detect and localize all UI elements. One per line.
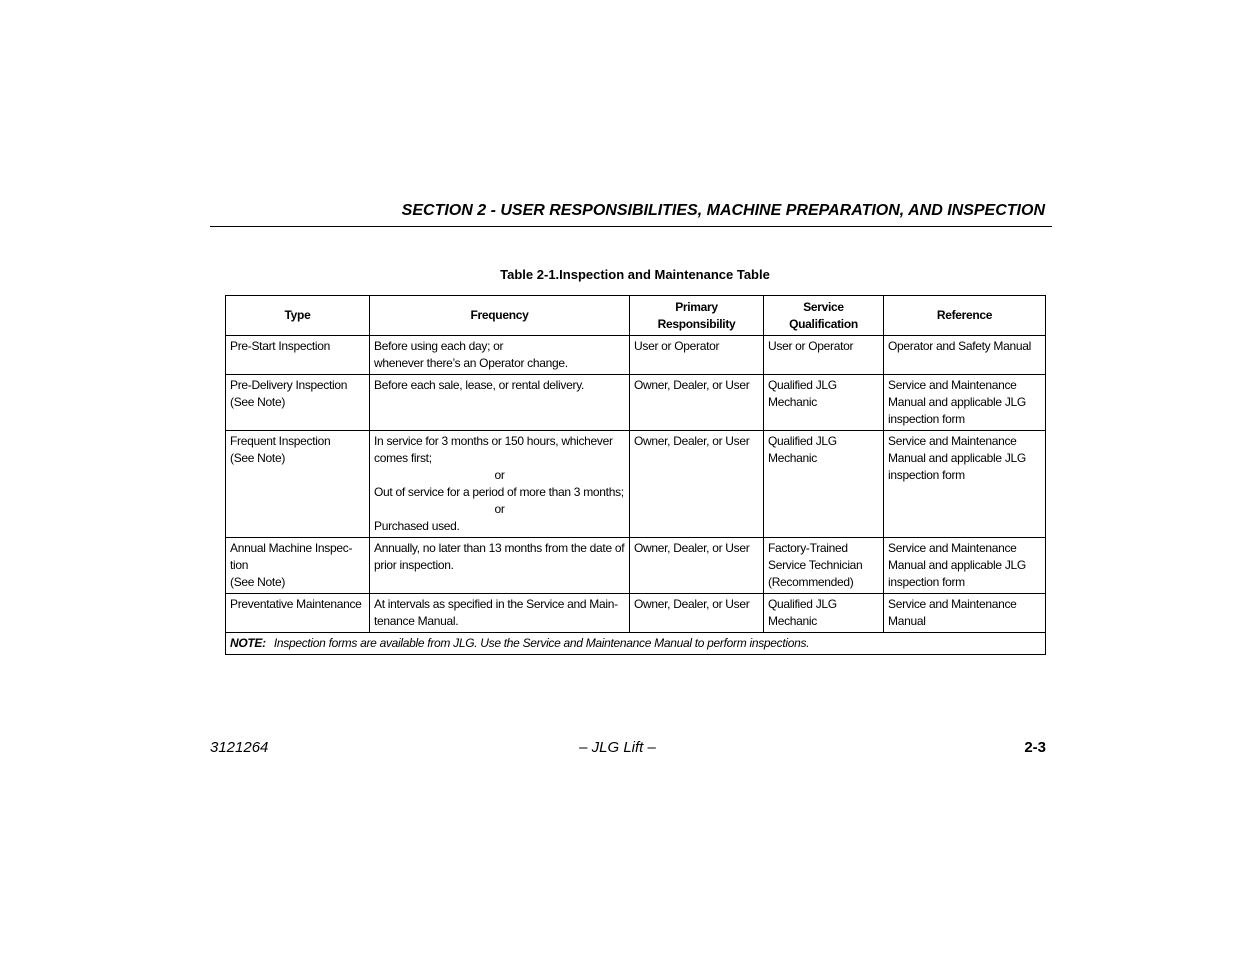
frequency-line: comes first; [374,451,432,465]
type-line: (See Note) [230,395,286,409]
type-line: Frequent Inspection [230,434,331,448]
cell-frequency [370,594,630,633]
section-title: SECTION 2 - USER RESPONSIBILITIES, MACHINE PREPARATION, AND INSPECTION [401,202,1045,219]
cell-frequency [370,538,630,594]
header-type: Type [226,296,370,336]
cell-reference [884,431,1046,538]
table-row [226,538,1046,594]
service-line: Service Technician [768,558,863,572]
reference-line: Service and Maintenance [888,541,1017,555]
header-primary-responsibility [630,296,764,336]
reference-line: Manual and applicable JLG [888,558,1026,572]
cell-service [764,594,884,633]
cell-service [764,375,884,431]
cell-service [764,336,884,375]
reference-line: Service and Maintenance [888,434,1017,448]
type-line: (See Note) [230,575,286,589]
primary-line: Owner, Dealer, or User [634,378,750,392]
cell-reference [884,375,1046,431]
frequency-line: or [494,502,505,516]
service-line: Mechanic [768,395,817,409]
reference-line: Manual and applicable JLG [888,395,1026,409]
note-cell [226,633,1046,655]
type-line: (See Note) [230,451,286,465]
reference-line: Operator and Safety Manual [888,339,1031,353]
table-row [226,375,1046,431]
type-line: Pre-Start Inspection [230,339,331,353]
frequency-line: or [494,468,505,482]
service-line: User or Operator [768,339,854,353]
reference-line: inspection form [888,412,965,426]
note-label: NOTE: [230,636,266,650]
cell-primary [630,336,764,375]
service-line: (Recommended) [768,575,854,589]
cell-type [226,538,370,594]
service-line: Mechanic [768,614,817,628]
cell-service [764,538,884,594]
frequency-line: Out of service for a period of more than 3 months; [374,485,624,499]
cell-service [764,431,884,538]
footer-center-title: – JLG Lift – [579,739,656,756]
reference-line: Manual [888,614,926,628]
type-line: tion [230,558,249,572]
cell-primary [630,538,764,594]
header-service-line2: Qualification [789,316,858,331]
reference-line: Service and Maintenance [888,597,1017,611]
header-primary-line2: Responsibility [657,316,736,331]
cell-primary [630,375,764,431]
frequency-line: tenance Manual. [374,614,459,628]
frequency-line: In service for 3 months or 150 hours, whichever [374,434,613,448]
type-line: Preventative Maintenance [230,597,362,611]
note-text: Inspection forms are available from JLG. Use the Service and Maintenance Manual to perform inspections. [273,636,810,650]
frequency-line: Before each sale, lease, or rental delivery. [374,378,585,392]
cell-type [226,431,370,538]
footer-page-number: 2-3 [1024,739,1046,756]
cell-frequency [370,431,630,538]
table-body [226,336,1046,633]
cell-type [226,336,370,375]
header-reference: Reference [884,296,1046,336]
table-row [226,431,1046,538]
inspection-maintenance-table [225,295,1046,655]
primary-line: Owner, Dealer, or User [634,597,750,611]
reference-line: inspection form [888,575,965,589]
frequency-line: At intervals as specified in the Service and Main- [374,597,618,611]
reference-line: inspection form [888,468,965,482]
primary-line: Owner, Dealer, or User [634,434,750,448]
service-line: Qualified JLG [768,597,837,611]
table-row [226,336,1046,375]
header-service-line1: Service [803,299,844,314]
type-line: Pre-Delivery Inspection [230,378,348,392]
header-primary-line1: Primary [675,299,718,314]
frequency-line: Purchased used. [374,519,460,533]
primary-line: Owner, Dealer, or User [634,541,750,555]
footer-doc-number: 3121264 [210,739,269,756]
cell-primary [630,431,764,538]
cell-type [226,375,370,431]
frequency-line: Before using each day; or [374,339,504,353]
service-line: Mechanic [768,451,817,465]
cell-reference [884,336,1046,375]
table-row [226,594,1046,633]
reference-line: Service and Maintenance [888,378,1017,392]
cell-reference [884,594,1046,633]
primary-line: User or Operator [634,339,720,353]
table-caption: Table 2-1.Inspection and Maintenance Table [500,267,770,282]
cell-primary [630,594,764,633]
note-row [226,633,1046,655]
service-line: Qualified JLG [768,378,837,392]
type-line: Annual Machine Inspec- [230,541,353,555]
cell-frequency [370,375,630,431]
table-header-row [226,296,1046,336]
frequency-line: prior inspection. [374,558,454,572]
cell-frequency [370,336,630,375]
reference-line: Manual and applicable JLG [888,451,1026,465]
header-frequency: Frequency [370,296,630,336]
cell-reference [884,538,1046,594]
section-header [210,200,1052,227]
service-line: Qualified JLG [768,434,837,448]
header-service-qualification [764,296,884,336]
service-line: Factory-Trained [768,541,848,555]
cell-type [226,594,370,633]
frequency-line: Annually, no later than 13 months from the date of [374,541,625,555]
frequency-line: whenever there’s an Operator change. [374,356,568,370]
